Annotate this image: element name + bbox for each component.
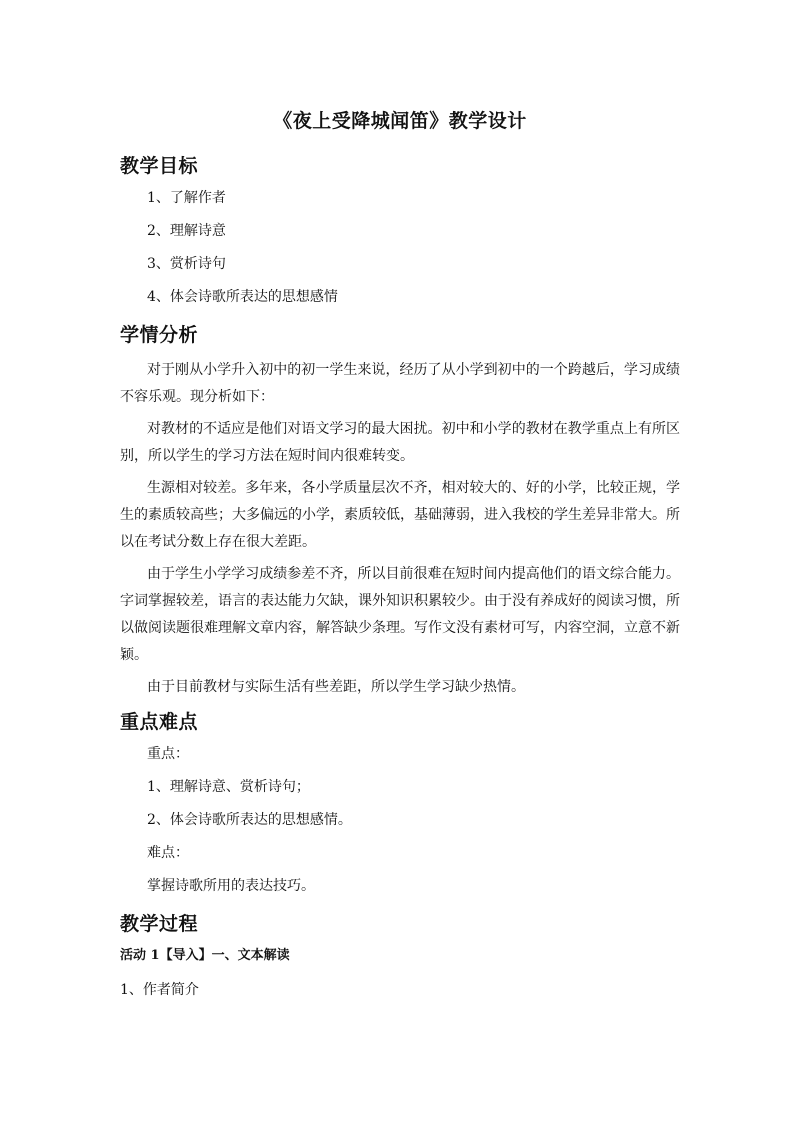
objectives-list — [120, 188, 680, 307]
section-heading-process: 教学过程 — [120, 913, 199, 935]
analysis-paragraph: 由于目前教材与实际生活有些差距，所以学生学习缺少热情。 — [147, 679, 525, 695]
list-item: 4、体会诗歌所表达的思想感情 — [147, 289, 338, 305]
section-heading-objectives: 教学目标 — [120, 155, 199, 177]
key-points-label: 重点： — [147, 746, 189, 762]
activity-heading: 活动 1【导入】一、文本解读 — [120, 948, 290, 963]
list-item: 2、理解诗意 — [147, 223, 226, 239]
key-point-item: 2、体会诗歌所表达的思想感情。 — [147, 812, 352, 828]
list-item: 1、了解作者 — [147, 190, 226, 206]
difficulty-text: 掌握诗歌所用的表达技巧。 — [147, 878, 315, 894]
analysis-paragraph: 对教材的不适应是他们对语文学习的最大困扰。初中和小学的教材在教学重点上有所区别，所以学生的学习方法在短时间内很难转变。 — [120, 421, 680, 464]
key-point-item: 1、理解诗意、赏析诗句； — [147, 779, 310, 795]
process-subitem: 1、作者简介 — [120, 982, 199, 998]
section-heading-analysis: 学情分析 — [120, 324, 199, 346]
difficulty-label: 难点： — [147, 845, 189, 861]
analysis-paragraph: 由于学生小学学习成绩参差不齐，所以目前很难在短时间内提高他们的语文综合能力。字词掌握较差，语言的表达能力欠缺，课外知识积累较少。由于没有养成好的阅读习惯，所以做阅读题很难理解文章内容，解答缺少条理。写作文没有素材可写，内容空洞，立意不新颖。 — [120, 566, 680, 663]
list-item: 3、赏析诗句 — [147, 256, 226, 272]
analysis-paragraph: 生源相对较差。多年来，各小学质量层次不齐，相对较大的、好的小学，比较正规，学生的素质较高些；大多偏远的小学，素质较低，基础薄弱，进入我校的学生差异非常大。所以在考试分数上存在很大差距。 — [120, 480, 680, 550]
section-heading-key-points: 重点难点 — [120, 711, 199, 733]
analysis-paragraph: 对于刚从小学升入初中的初一学生来说，经历了从小学到初中的一个跨越后，学习成绩不容乐观。现分析如下： — [120, 362, 680, 405]
document-title: 《夜上受降城闻笛》教学设计 — [273, 110, 527, 132]
